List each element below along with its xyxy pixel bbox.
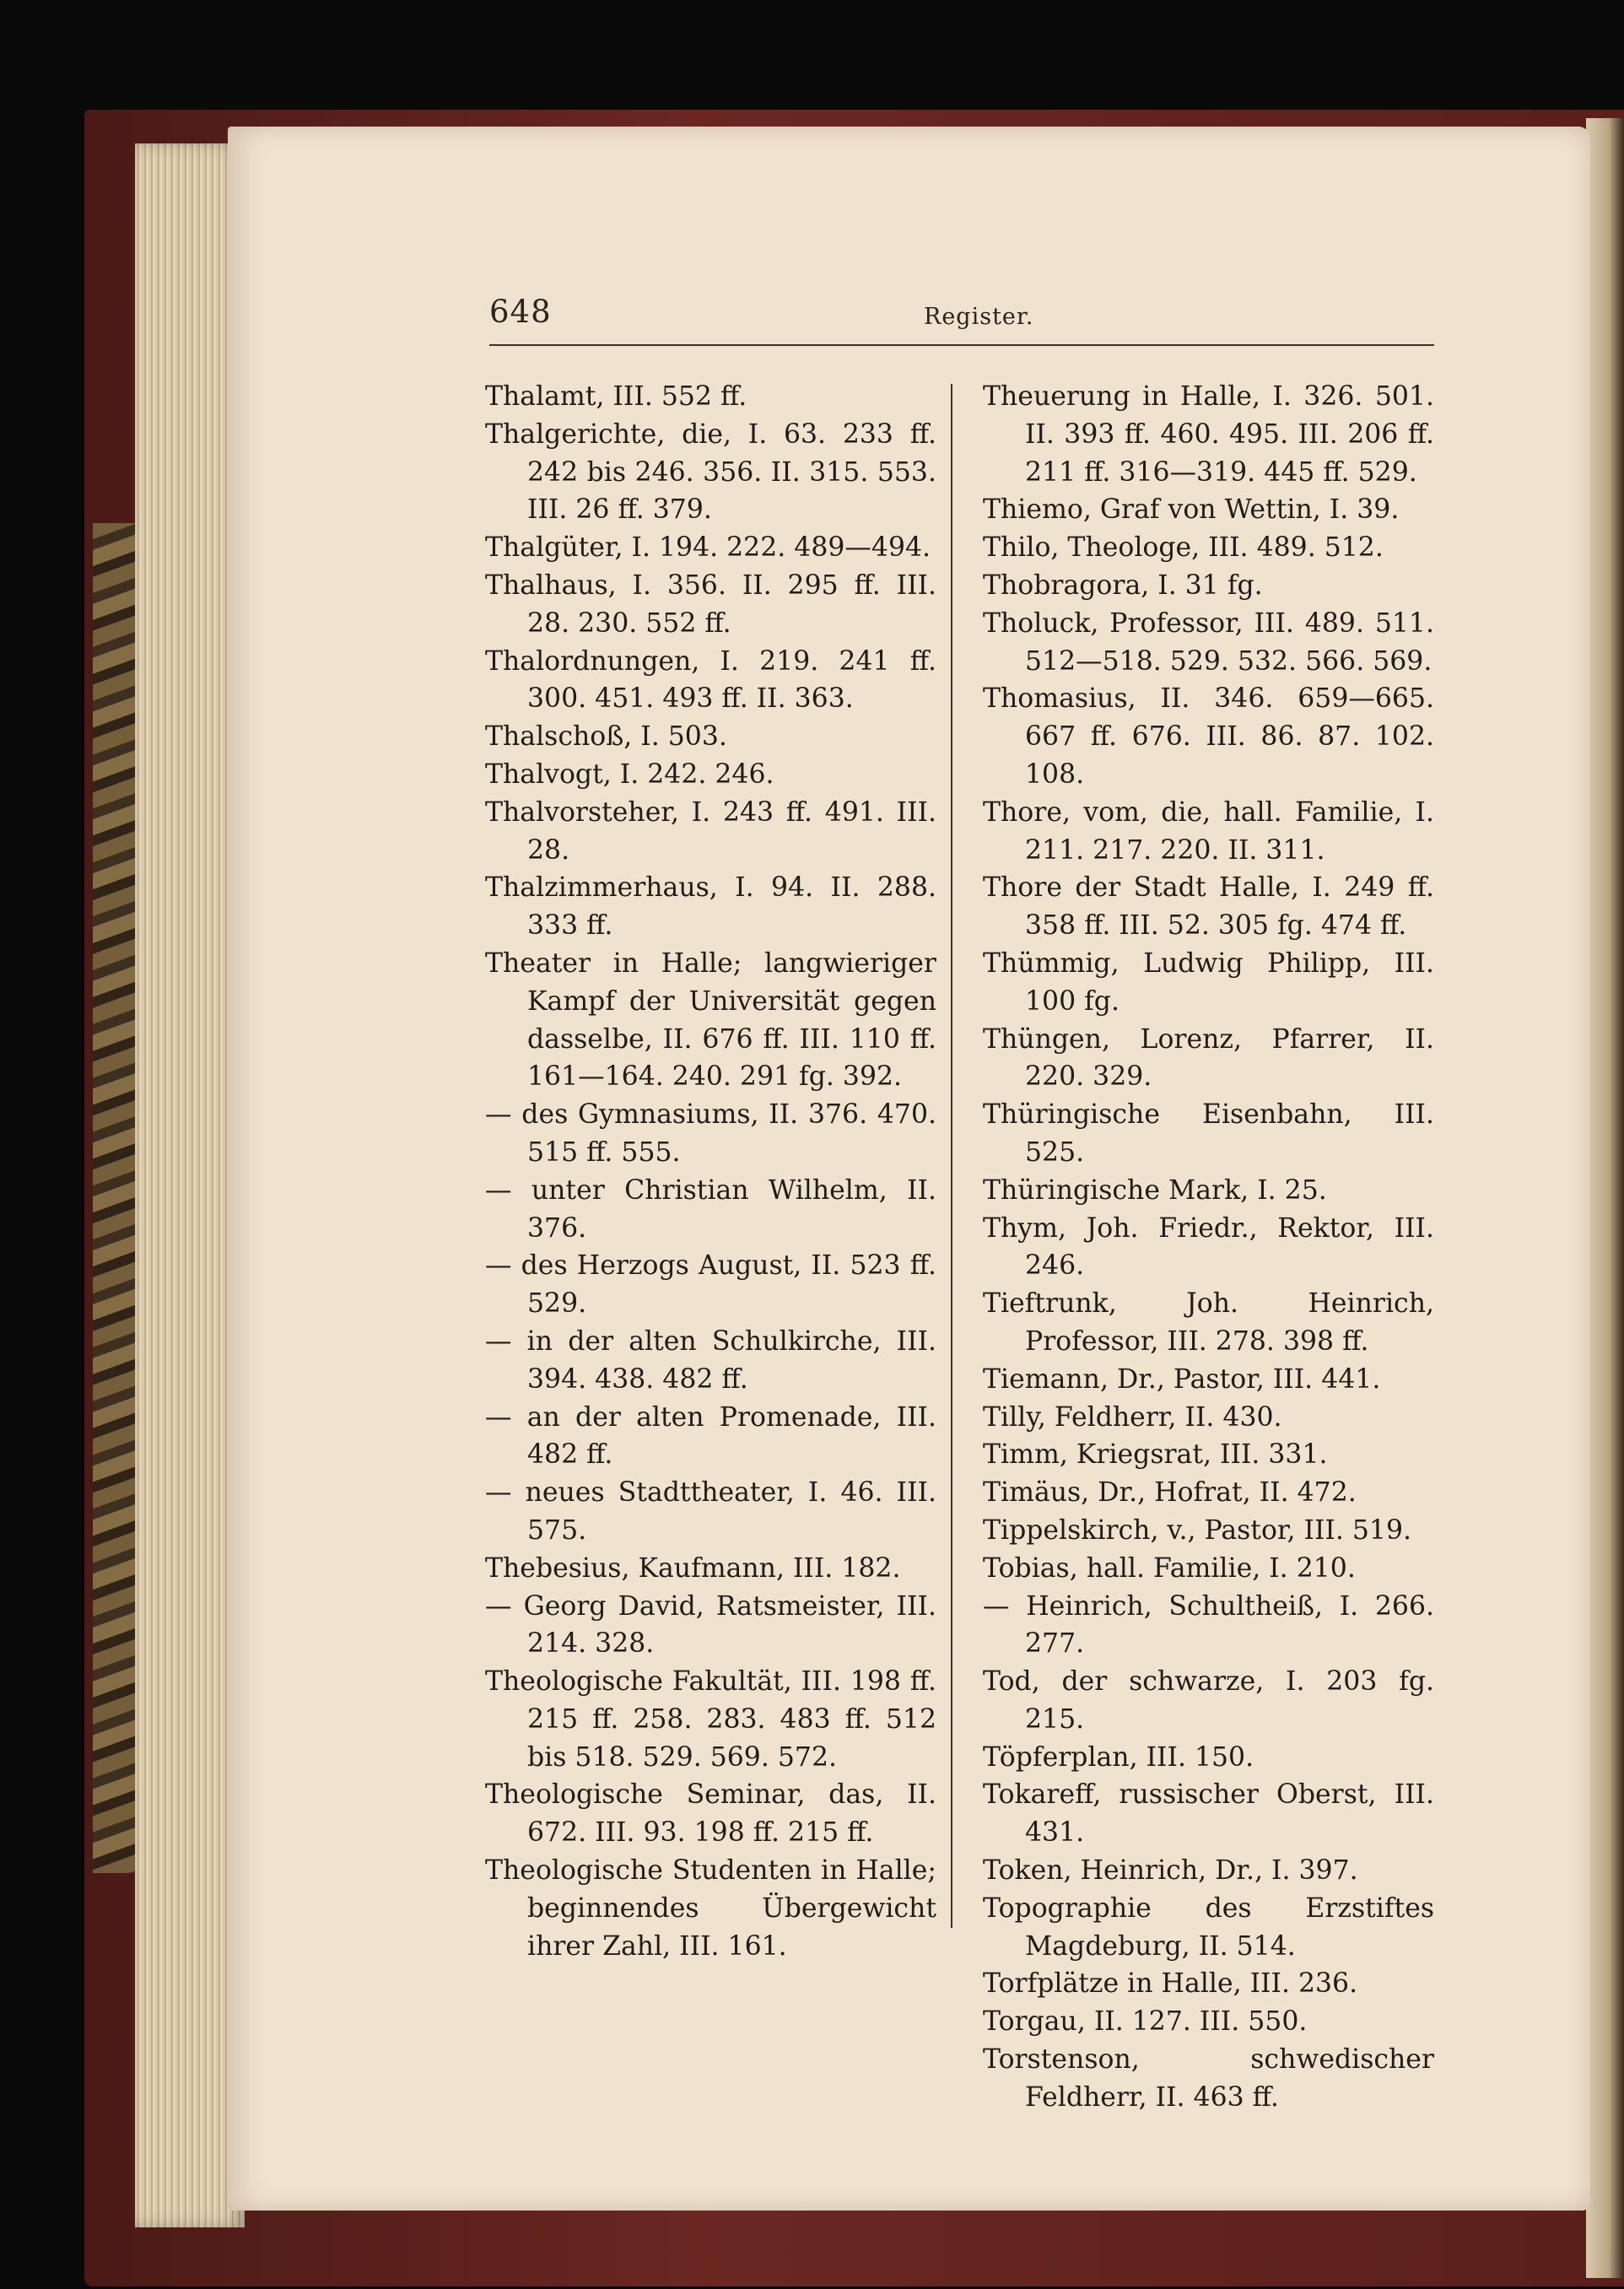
left-column bbox=[485, 378, 936, 1965]
index-entry: Thalordnungen, I. 219. 241 ff. 300. 451. 493 ff. II. 363. bbox=[485, 645, 936, 715]
index-entry: Tippelskirch, v., Pastor, III. 519. bbox=[983, 1514, 1412, 1546]
index-entry: Tilly, Feldherr, II. 430. bbox=[983, 1401, 1282, 1433]
index-entry: Token, Heinrich, Dr., I. 397. bbox=[983, 1855, 1358, 1887]
facing-page-edge bbox=[1586, 118, 1624, 2278]
index-entry: Tholuck, Professor, III. 489. 511. 512—518. 529. 532. 566. 569. bbox=[983, 607, 1434, 677]
index-entry: Thalschoß, I. 503. bbox=[485, 721, 727, 753]
index-entry: Theologische Studenten in Halle; beginnendes Übergewicht ihrer Zahl, III. 161. bbox=[485, 1855, 936, 1962]
right-column bbox=[983, 378, 1434, 2117]
index-entry: Torfplätze in Halle, III. 236. bbox=[983, 1968, 1358, 2000]
index-entry: Thalgerichte, die, I. 63. 233 ff. 242 bis 246. 356. II. 315. 553. III. 26 ff. 379. bbox=[485, 418, 936, 526]
index-entry: Tiemann, Dr., Pastor, III. 441. bbox=[983, 1363, 1381, 1395]
index-entry: — des Gymnasiums, II. 376. 470. 515 ff. 555. bbox=[485, 1099, 936, 1168]
index-entry: Thalgüter, I. 194. 222. 489—494. bbox=[485, 532, 931, 564]
index-entry: Thüngen, Lorenz, Pfarrer, II. 220. 329. bbox=[983, 1023, 1434, 1093]
running-title: Register. bbox=[924, 304, 1034, 330]
page-header bbox=[489, 294, 1434, 344]
index-entry: Thym, Joh. Friedr., Rektor, III. 246. bbox=[983, 1212, 1434, 1282]
index-entry: Tokareff, russischer Oberst, III. 431. bbox=[983, 1779, 1434, 1849]
index-entry: Thomasius, II. 346. 659—665. 667 ff. 676. III. 86. 87. 102. 108. bbox=[983, 683, 1434, 790]
page-number: 648 bbox=[489, 294, 552, 330]
index-entry: — Georg David, Ratsmeister, III. 214. 328. bbox=[485, 1590, 936, 1660]
index-entry: Thümmig, Ludwig Philipp, III. 100 fg. bbox=[983, 947, 1434, 1017]
index-entry: Thilo, Theologe, III. 489. 512. bbox=[983, 532, 1384, 564]
index-entry: Theologische Fakultät, III. 198 ff. 215 ff. 258. 283. 483 ff. 512 bis 518. 529. 569. 572. bbox=[485, 1666, 936, 1773]
index-entry: Timäus, Dr., Hofrat, II. 472. bbox=[983, 1477, 1357, 1509]
index-entry: Timm, Kriegsrat, III. 331. bbox=[983, 1439, 1328, 1471]
index-entry: Thebesius, Kaufmann, III. 182. bbox=[485, 1552, 901, 1584]
index-entry: Torstenson, schwedischer Feldherr, II. 463 ff. bbox=[983, 2044, 1434, 2113]
index-entry: Tod, der schwarze, I. 203 fg. 215. bbox=[983, 1666, 1434, 1735]
index-entry: Thore, vom, die, hall. Familie, I. 211. 217. 220. II. 311. bbox=[983, 796, 1434, 866]
index-entry: — des Herzogs August, II. 523 ff. 529. bbox=[485, 1250, 936, 1320]
index-entry: Theologische Seminar, das, II. 672. III. 93. 198 ff. 215 ff. bbox=[485, 1779, 936, 1849]
index-entry: — an der alten Promenade, III. 482 ff. bbox=[485, 1401, 936, 1471]
index-entry: — neues Stadttheater, I. 46. III. 575. bbox=[485, 1477, 936, 1546]
index-entry: Thiemo, Graf von Wettin, I. 39. bbox=[983, 494, 1400, 526]
index-entry: Thüringische Eisenbahn, III. 525. bbox=[983, 1099, 1434, 1168]
index-entry: Tieftrunk, Joh. Heinrich, Professor, III. 278. 398 ff. bbox=[983, 1288, 1434, 1357]
index-entry: Tobias, hall. Familie, I. 210. bbox=[983, 1552, 1356, 1584]
index-entry: Theuerung in Halle, I. 326. 501. II. 393 ff. 460. 495. III. 206 ff. 211 ff. 316—319. 445 ff. 529. bbox=[983, 381, 1434, 488]
index-entry: Thalvogt, I. 242. 246. bbox=[485, 759, 774, 790]
index-entry: Theater in Halle; langwieriger Kampf der Universität gegen dasselbe, II. 676 ff. III. 110 ff. 161—164. 240. 291 fg. 392. bbox=[485, 947, 936, 1093]
index-entry: Torgau, II. 127. III. 550. bbox=[983, 2006, 1308, 2038]
index-entry: Thore der Stadt Halle, I. 249 ff. 358 ff. III. 52. 305 fg. 474 ff. bbox=[983, 872, 1434, 942]
index-entry: — in der alten Schulkirche, III. 394. 438. 482 ff. bbox=[485, 1325, 936, 1395]
index-entry: Thalvorsteher, I. 243 ff. 491. III. 28. bbox=[485, 796, 936, 866]
index-entry: Töpferplan, III. 150. bbox=[983, 1741, 1254, 1773]
index-entry: Thalhaus, I. 356. II. 295 ff. III. 28. 230. 552 ff. bbox=[485, 570, 936, 639]
index-entry: Thüringische Mark, I. 25. bbox=[983, 1174, 1327, 1206]
index-entry: Thalamt, III. 552 ff. bbox=[485, 381, 747, 412]
header-rule bbox=[489, 344, 1434, 346]
index-entry: — Heinrich, Schultheiß, I. 266. 277. bbox=[983, 1590, 1434, 1660]
index-entry: Topographie des Erzstiftes Magdeburg, II. 514. bbox=[983, 1892, 1434, 1962]
index-entry: Thalzimmerhaus, I. 94. II. 288. 333 ff. bbox=[485, 872, 936, 942]
index-entry: Thobragora, I. 31 fg. bbox=[983, 570, 1263, 601]
column-divider bbox=[951, 384, 952, 1928]
index-entry: — unter Christian Wilhelm, II. 376. bbox=[485, 1174, 936, 1244]
